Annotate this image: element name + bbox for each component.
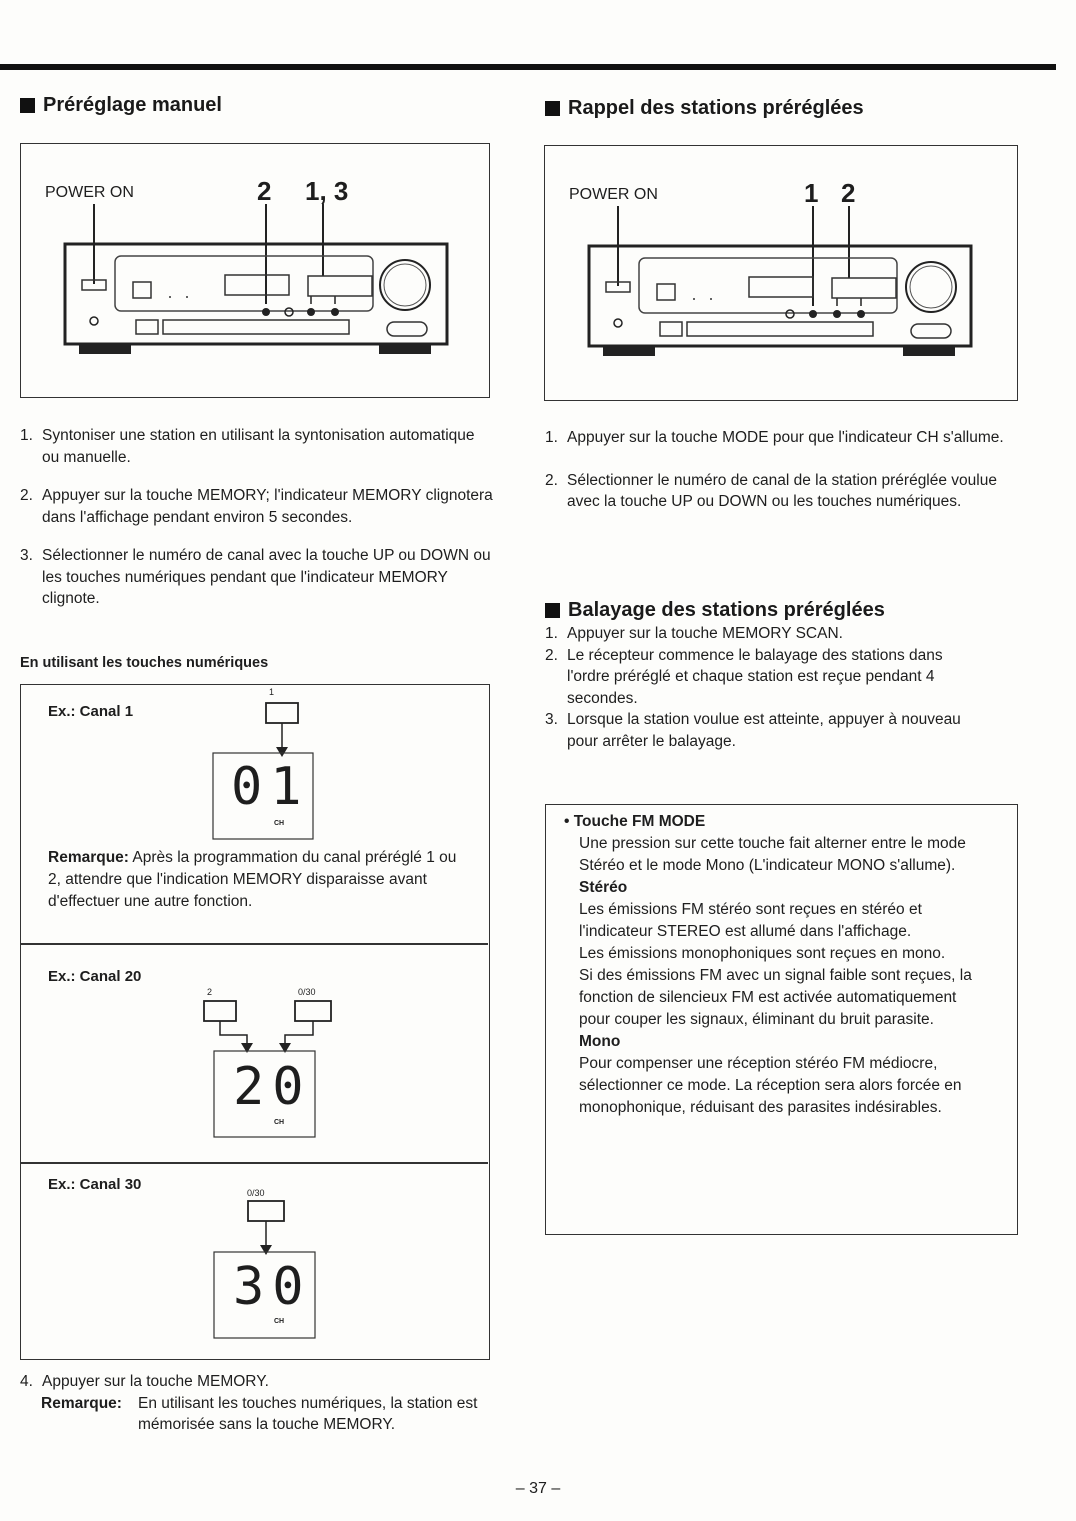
list-item: 2. Sélectionner le numéro de canal de la station préréglée voulue avec la touche UP ou DOWN ou les touches numériques.: [545, 471, 997, 510]
ch-indicator: CH: [274, 1318, 285, 1325]
list-item: 3. Sélectionner le numéro de canal avec la touche UP ou DOWN ou les touches numériques pendant que l'indicateur MEMORY clignote.: [20, 547, 491, 607]
list-item: 1. Appuyer sur la touche MODE pour que l'indicateur CH s'allume.: [545, 429, 1004, 446]
top-rule: [0, 64, 1056, 70]
display-20: 20: [233, 1057, 312, 1117]
stereo-heading: Stéréo: [579, 879, 628, 896]
section-title-manual-preset: Préréglage manuel: [20, 94, 222, 117]
numeric-keys-subhead: En utilisant les touches numériques: [20, 655, 269, 671]
key-label-1: 1: [269, 687, 275, 697]
stereo-text-1: Les émissions FM stéréo sont reçues en stéréo et l'indicateur STEREO est allumé dans l'affichage.: [579, 901, 922, 940]
list-item: 2. Le récepteur commence le balayage des stations dans l'ordre préréglé et chaque station est reçue pendant 4 secondes.: [545, 646, 943, 707]
divider: [21, 943, 488, 945]
scan-steps: [545, 623, 985, 752]
callout-2: 2: [841, 178, 856, 208]
step-4: 4. Appuyer sur la touche MEMORY. Remarque: En utilisant les touches numériques, la station est mémorisée sans la touche MEMORY.: [20, 1371, 490, 1436]
example-canal-20-label: Ex.: Canal 20: [48, 968, 142, 985]
example-canal-1-label: Ex.: Canal 1: [48, 703, 134, 720]
ch-indicator: CH: [274, 820, 285, 827]
bullet-square-icon: [545, 603, 560, 618]
divider: [21, 1162, 488, 1164]
list-item: 2. Appuyer sur la touche MEMORY; l'indicateur MEMORY clignotera dans l'affichage pendant environ 5 secondes.: [20, 487, 493, 526]
key-label-2: 2: [207, 987, 213, 997]
stereo-text-2: Les émissions monophoniques sont reçues en mono.: [579, 945, 946, 962]
fm-intro: Une pression sur cette touche fait alterner entre le mode Stéréo et le mode Mono (L'indicateur MONO s'allume).: [579, 835, 966, 874]
receiver-illustration: [21, 144, 491, 399]
power-on-label: POWER ON: [45, 184, 134, 201]
stereo-text-3: Si des émissions FM avec un signal faible sont reçues, la fonction de silencieux FM est activée automatiquement pour couper les signaux, éliminant du bruit parasite.: [579, 967, 972, 1028]
example-canal-30-label: Ex.: Canal 30: [48, 1176, 142, 1193]
remark-1: Remarque: Après la programmation du canal préréglé 1 ou 2, attendre que l'indication MEMORY disparaisse avant d'effectuer une autre fonction.: [48, 849, 457, 910]
fm-mode-content: [564, 811, 984, 1119]
list-item: 1. Appuyer sur la touche MEMORY SCAN.: [545, 625, 843, 642]
section-title-scan: Balayage des stations préréglées: [545, 599, 885, 622]
bullet-square-icon: [20, 98, 35, 113]
receiver-illustration: [545, 146, 1019, 402]
display-01: 01: [231, 757, 310, 817]
ch-indicator: CH: [274, 1119, 285, 1126]
mono-heading: Mono: [579, 1033, 621, 1050]
callout-1-3: 1, 3: [305, 176, 349, 206]
manual-preset-steps: [20, 425, 495, 610]
list-item: 3. Lorsque la station voulue est atteinte, appuyer à nouveau pour arrêter le balayage.: [545, 711, 961, 750]
section-title-recall: Rappel des stations préréglées: [545, 97, 864, 120]
power-on-label: POWER ON: [569, 186, 658, 203]
display-30: 30: [233, 1257, 312, 1317]
fm-mode-box: [545, 804, 1018, 1235]
callout-2: 2: [257, 176, 272, 206]
recall-steps: [545, 427, 1015, 513]
examples-box: [20, 684, 490, 1360]
key-label-0-30: 0/30: [247, 1188, 265, 1198]
list-item: 1. Syntoniser une station en utilisant la syntonisation automatique ou manuelle.: [20, 427, 475, 466]
figure-receiver-left: [20, 143, 490, 398]
figure-receiver-right: [544, 145, 1018, 401]
remark-2: Remarque: En utilisant les touches numériques, la station est mémorisée sans la touche MEMORY.: [41, 1394, 478, 1433]
key-label-0-30: 0/30: [298, 987, 316, 997]
callout-1: 1: [804, 178, 819, 208]
bullet-square-icon: [545, 101, 560, 116]
page-number: – 37 –: [515, 1480, 561, 1497]
mono-text: Pour compenser une réception stéréo FM médiocre, sélectionner ce mode. La réception sera alors forcée en monophonique, réduisant des parasites indésirables.: [579, 1055, 962, 1116]
fm-mode-title: • Touche FM MODE: [564, 813, 706, 830]
